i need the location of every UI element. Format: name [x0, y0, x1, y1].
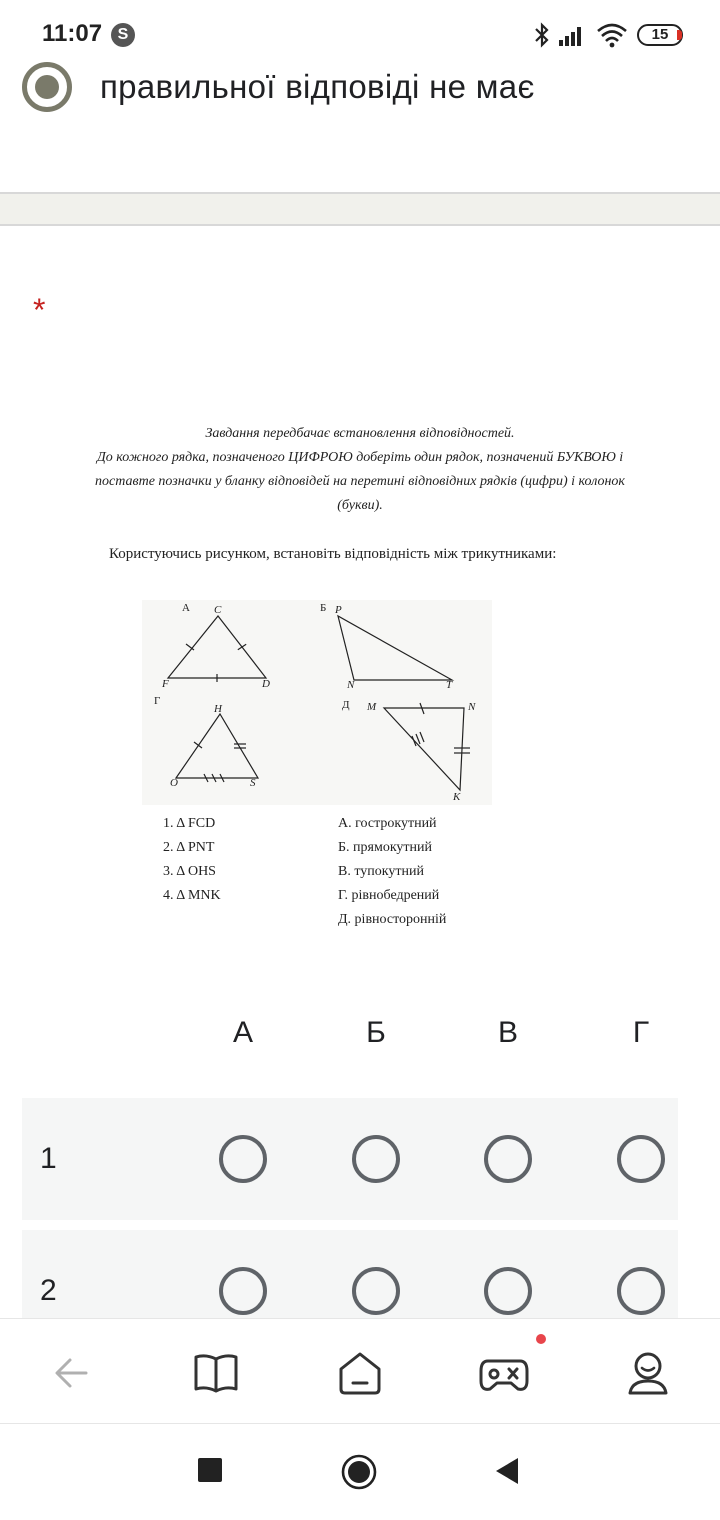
answer-option[interactable] [22, 60, 702, 116]
task-line-4: (букви). [337, 498, 383, 513]
task-answers [338, 812, 446, 932]
radio-1-b[interactable] [352, 1135, 400, 1183]
row-label: 1 [40, 1142, 57, 1175]
radio-1-a[interactable] [219, 1135, 267, 1183]
profile-icon[interactable] [622, 1347, 674, 1399]
item-1: 1. Δ FCD [163, 816, 216, 831]
radio-1-v[interactable] [484, 1135, 532, 1183]
label-a: А [182, 602, 190, 614]
svg-text:O: O [170, 777, 178, 789]
svg-text:M: M [367, 701, 377, 713]
svg-text:Г: Г [154, 695, 161, 707]
triangles-figure [142, 600, 492, 805]
back-triangle-icon[interactable] [494, 1456, 520, 1486]
grid-row-1 [22, 1098, 678, 1220]
column-header-a: А [232, 1016, 253, 1049]
svg-text:D: D [262, 678, 270, 690]
item-2: 2. Δ PNT [163, 840, 215, 855]
battery-indicator: 15 [637, 24, 683, 46]
system-nav-bar [0, 1424, 720, 1520]
notification-dot [536, 1334, 546, 1344]
task-items [163, 812, 221, 908]
home-circle-icon[interactable] [341, 1454, 377, 1490]
task-line-1: Завдання передбачає встановлення відповідностей. [205, 426, 515, 441]
answer-a: А. гострокутний [338, 816, 437, 831]
answer-g: Г. рівнобедрений [338, 888, 440, 903]
answer-v: В. тупокутний [338, 864, 424, 879]
signal-icon [558, 24, 586, 46]
gamepad-icon[interactable] [478, 1347, 530, 1399]
recents-icon[interactable] [198, 1458, 222, 1482]
svg-text:Д: Д [342, 699, 350, 711]
back-icon[interactable] [46, 1347, 98, 1399]
required-mark: * [33, 292, 46, 328]
svg-text:P: P [335, 604, 342, 616]
item-4: 4. Δ MNK [163, 888, 221, 903]
column-header-g: Г [632, 1016, 650, 1049]
task-line-3: поставте позначки у бланку відповідей на перетині відповідних рядків (цифри) і колонок [95, 474, 625, 489]
svg-text:F: F [162, 678, 169, 690]
svg-text:N: N [468, 701, 476, 713]
task-image [90, 418, 650, 958]
option-label: правильної відповіді не має [100, 68, 535, 105]
section-divider [0, 192, 720, 226]
status-time: 11:07 [42, 20, 103, 47]
svg-text:N: N [347, 679, 355, 691]
answer-d: Д. рівносторонній [338, 912, 447, 927]
svg-text:H: H [214, 703, 222, 715]
svg-text:S: S [250, 777, 256, 789]
grid-row-2 [22, 1230, 678, 1318]
task-instruction: Користуючись рисунком, встановіть відповідність між трикутниками: [109, 546, 557, 562]
app-bottom-nav [0, 1318, 720, 1424]
triangles-drawing [142, 600, 492, 805]
radio-2-g[interactable] [617, 1267, 665, 1315]
home-icon[interactable] [334, 1347, 386, 1399]
radio-1-g[interactable] [617, 1135, 665, 1183]
book-icon[interactable] [190, 1347, 242, 1399]
radio-2-v[interactable] [484, 1267, 532, 1315]
radio-selected[interactable] [22, 62, 72, 112]
column-header-v: В [497, 1016, 518, 1049]
column-header-b: Б [366, 1016, 386, 1049]
radio-2-a[interactable] [219, 1267, 267, 1315]
bluetooth-icon [532, 22, 552, 48]
row-label: 2 [40, 1274, 57, 1307]
item-3: 3. Δ OHS [163, 864, 216, 879]
svg-text:K: K [453, 791, 461, 803]
svg-text:C: C [214, 604, 222, 616]
svg-text:Б: Б [320, 602, 327, 614]
task-line-2: До кожного рядка, позначеного ЦИФРОЮ доберіть один рядок, позначений БУКВОЮ і [96, 450, 624, 465]
svg-text:T: T [446, 679, 453, 691]
answer-b: Б. прямокутний [338, 840, 433, 855]
s-app-icon: S [111, 23, 135, 47]
wifi-icon [596, 22, 628, 48]
radio-2-b[interactable] [352, 1267, 400, 1315]
battery-low-mark [677, 30, 682, 40]
